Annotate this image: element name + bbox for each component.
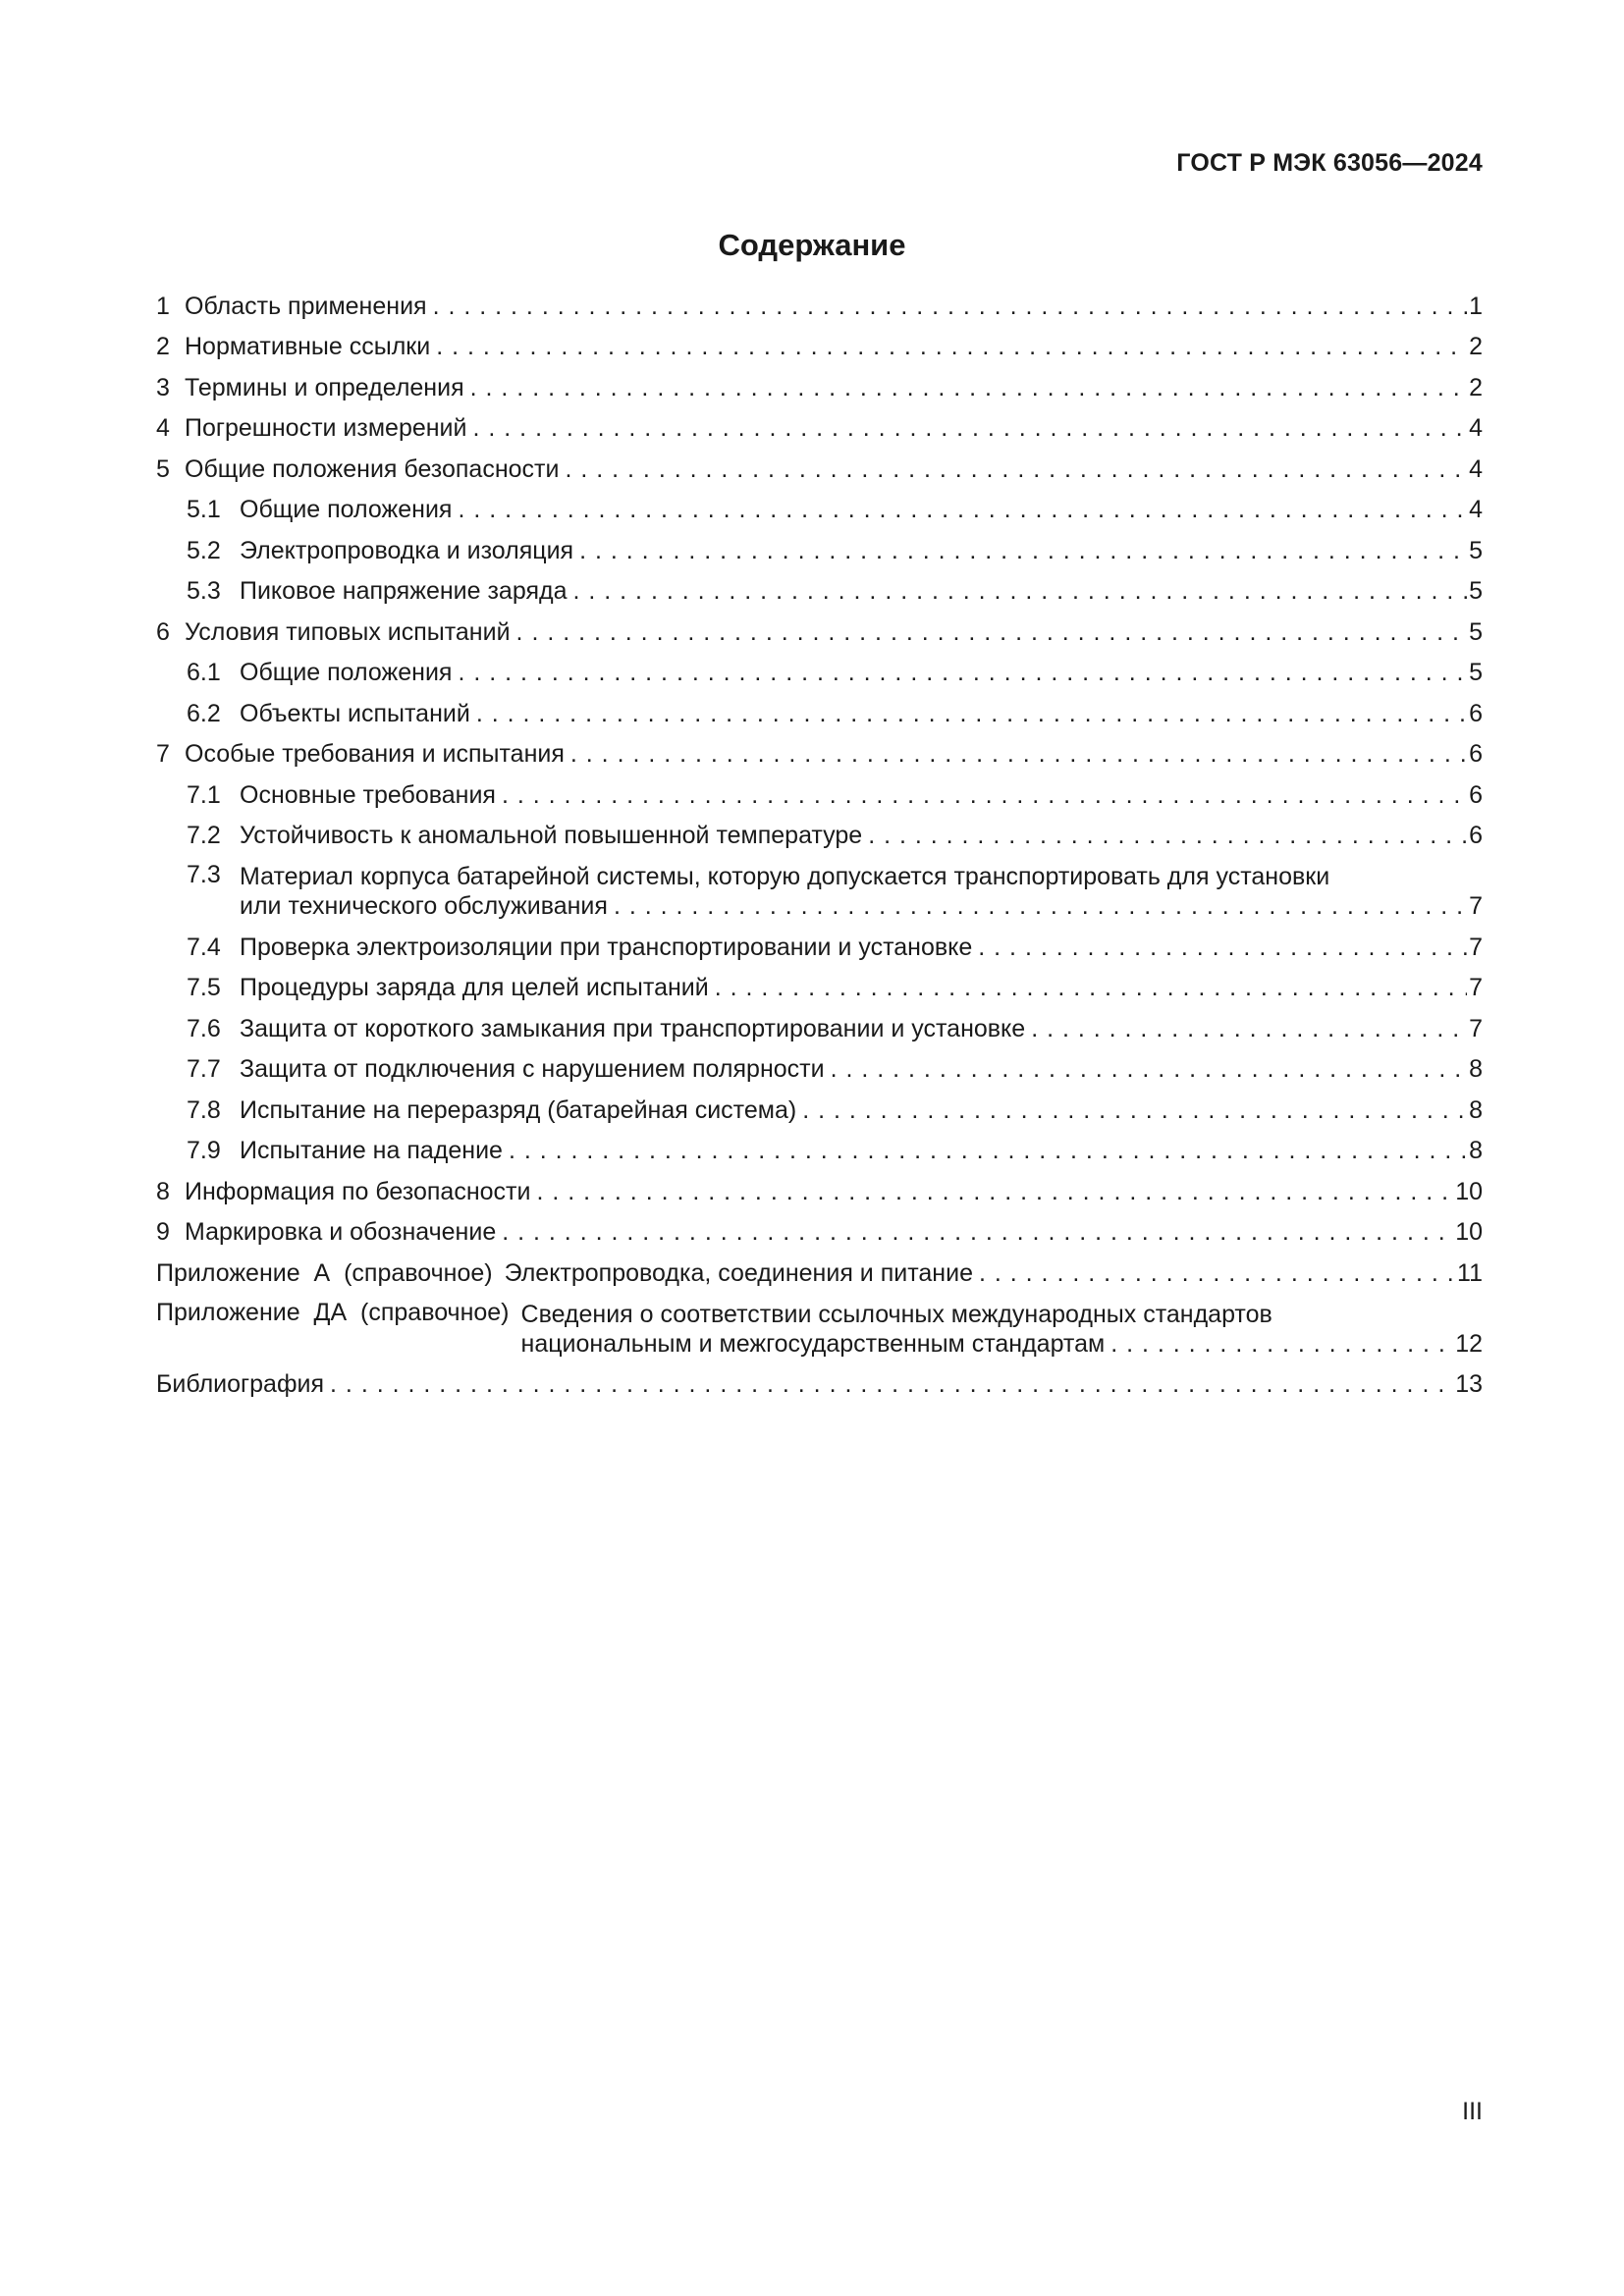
toc-entry-7[interactable] <box>156 734 1483 775</box>
dot-leader <box>324 1369 1453 1399</box>
dot-leader <box>972 933 1467 962</box>
toc-entry-7-4[interactable] <box>156 927 1483 968</box>
toc-entry-number: 7 <box>156 740 170 768</box>
toc-entry-number: 1 <box>156 292 170 320</box>
toc-entry-number: 5.2 <box>187 536 221 564</box>
toc-entry-title: Нормативные ссылки <box>185 333 431 360</box>
toc-entry-number: 6 <box>156 617 170 646</box>
toc-entry-page: 2 <box>1469 333 1483 360</box>
dot-leader <box>1105 1329 1453 1359</box>
toc-entry-title: Библиография <box>156 1370 325 1398</box>
toc-entry-page: 5 <box>1469 617 1483 646</box>
dot-leader <box>464 373 1467 402</box>
toc-entry-title: Информация по безопасности <box>185 1177 531 1205</box>
toc-entry-6-2[interactable] <box>156 693 1483 734</box>
toc-entry-title: Общие положения <box>240 659 453 686</box>
toc-entry-number: 7.6 <box>187 1014 221 1042</box>
toc-entry-title: Проверка электроизоляции при транспортировании и установке <box>240 933 973 961</box>
toc-entry-title-line1: Сведения о соответствии ссылочных международных стандартов <box>520 1300 1272 1328</box>
toc-entry-7-9[interactable] <box>156 1131 1483 1172</box>
toc-entry-6-1[interactable] <box>156 653 1483 694</box>
toc-entry-title: Область применения <box>185 292 427 320</box>
table-of-contents <box>156 286 1483 1405</box>
dot-leader <box>559 454 1467 484</box>
dot-leader <box>567 576 1467 606</box>
page-number: III <box>1462 2098 1483 2125</box>
toc-entry-title: Устойчивость к аномальной повышенной температуре <box>240 822 863 849</box>
toc-entry-title: Защита от подключения с нарушением полярности <box>240 1055 825 1083</box>
dot-leader <box>452 658 1467 687</box>
toc-entry-page: 8 <box>1469 1055 1483 1083</box>
toc-entry-number: 5.3 <box>187 577 221 605</box>
toc-entry-title: Общие положения <box>240 496 453 523</box>
dot-leader <box>973 1258 1455 1288</box>
toc-entry-page: 6 <box>1469 822 1483 849</box>
toc-entry-number: 7.3 <box>187 861 221 888</box>
toc-entry-page: 7 <box>1469 974 1483 1001</box>
toc-entry-number: 7.7 <box>187 1055 221 1083</box>
dot-leader <box>796 1095 1467 1125</box>
toc-entry-page: 6 <box>1469 740 1483 768</box>
toc-entry-page: 8 <box>1469 1137 1483 1164</box>
document-code: ГОСТ Р МЭК 63056—2024 <box>1176 149 1483 177</box>
toc-entry-7-7[interactable] <box>156 1049 1483 1091</box>
dot-leader <box>470 699 1467 728</box>
toc-entry-bibliography[interactable] <box>156 1364 1483 1406</box>
toc-entry-title: Испытание на падение <box>240 1137 503 1164</box>
toc-entry-title: Условия типовых испытаний <box>185 617 511 646</box>
dot-leader <box>430 332 1467 361</box>
toc-entry-5-3[interactable] <box>156 571 1483 613</box>
toc-entry-7-8[interactable] <box>156 1090 1483 1131</box>
toc-entry-title: Объекты испытаний <box>240 699 470 727</box>
toc-entry-number: 6.2 <box>187 699 221 727</box>
toc-entry-number: 8 <box>156 1177 170 1205</box>
toc-entry-number: 6.1 <box>187 659 221 686</box>
toc-entry-appendix-da[interactable] <box>156 1294 1483 1364</box>
toc-entry-title-line2: национальным и межгосударственным стандартам <box>520 1329 1106 1358</box>
toc-entry-title: Термины и определения <box>185 373 464 401</box>
toc-entry-number: 5.1 <box>187 496 221 523</box>
toc-entry-page: 10 <box>1455 1218 1483 1246</box>
toc-entry-title: Электропроводка, соединения и питание <box>504 1258 973 1287</box>
toc-entry-title: Общие положения безопасности <box>185 454 560 483</box>
toc-entry-number: 7.8 <box>187 1095 221 1124</box>
toc-entry-title: Маркировка и обозначение <box>185 1218 497 1246</box>
toc-entry-page: 4 <box>1469 414 1483 442</box>
dot-leader <box>496 1217 1453 1247</box>
toc-entry-number: 3 <box>156 373 170 401</box>
toc-entry-page: 10 <box>1455 1177 1483 1205</box>
toc-entry-number: 5 <box>156 454 170 483</box>
dot-leader <box>503 1136 1467 1165</box>
toc-entry-page: 2 <box>1469 373 1483 401</box>
toc-entry-title-line1: Материал корпуса батарейной системы, которую допускается транспортировать для установки <box>240 863 1330 890</box>
toc-entry-title: Особые требования и испытания <box>185 740 565 768</box>
toc-entry-7-6[interactable] <box>156 1008 1483 1049</box>
toc-entry-page: 12 <box>1455 1329 1483 1358</box>
toc-entry-6[interactable] <box>156 612 1483 653</box>
toc-entry-5-2[interactable] <box>156 530 1483 571</box>
toc-entry-2[interactable] <box>156 327 1483 368</box>
dot-leader <box>427 292 1468 321</box>
toc-entry-number: 7.2 <box>187 822 221 849</box>
toc-entry-page: 5 <box>1469 659 1483 686</box>
toc-entry-page: 7 <box>1469 933 1483 961</box>
toc-appendix-label: Приложение А (справочное) <box>156 1258 493 1287</box>
toc-entry-title: Процедуры заряда для целей испытаний <box>240 974 709 1001</box>
dot-leader <box>452 495 1467 524</box>
toc-entry-title: Основные требования <box>240 780 496 809</box>
toc-entry-number: 7.4 <box>187 933 221 961</box>
toc-entry-7-2[interactable] <box>156 816 1483 857</box>
toc-entry-number: 7.9 <box>187 1137 221 1164</box>
toc-entry-title: Защита от короткого замыкания при транспортировании и установке <box>240 1014 1026 1042</box>
toc-entry-3[interactable] <box>156 367 1483 408</box>
dot-leader <box>1025 1014 1467 1043</box>
toc-entry-7-1[interactable] <box>156 774 1483 816</box>
toc-entry-5-1[interactable] <box>156 490 1483 531</box>
toc-entry-page: 1 <box>1469 292 1483 320</box>
toc-entry-number: 2 <box>156 333 170 360</box>
toc-entry-number: 9 <box>156 1218 170 1246</box>
dot-leader <box>825 1054 1468 1084</box>
toc-entry-title: Пиковое напряжение заряда <box>240 577 568 605</box>
toc-appendix-label: Приложение ДА (справочное) <box>156 1298 510 1326</box>
toc-entry-title-line2: или технического обслуживания <box>240 892 608 920</box>
dot-leader <box>496 780 1467 810</box>
toc-entry-page: 8 <box>1469 1095 1483 1124</box>
toc-entry-number: 7.1 <box>187 780 221 809</box>
dot-leader <box>573 536 1467 565</box>
toc-entry-title: Испытание на переразряд (батарейная система) <box>240 1095 797 1124</box>
toc-entry-page: 4 <box>1469 454 1483 483</box>
toc-entry-title: Электропроводка и изоляция <box>240 536 574 564</box>
toc-entry-appendix-a[interactable] <box>156 1253 1483 1294</box>
dot-leader <box>565 739 1467 769</box>
dot-leader <box>608 891 1467 921</box>
toc-entry-page: 6 <box>1469 699 1483 727</box>
toc-entry-8[interactable] <box>156 1171 1483 1212</box>
dot-leader <box>467 413 1468 443</box>
toc-entry-5[interactable] <box>156 449 1483 490</box>
dot-leader <box>709 973 1467 1002</box>
toc-entry-title: Погрешности измерений <box>185 414 467 442</box>
toc-entry-page: 7 <box>1469 1014 1483 1042</box>
toc-title: Содержание <box>718 228 906 262</box>
toc-entry-number: 7.5 <box>187 974 221 1001</box>
toc-entry-page: 6 <box>1469 780 1483 809</box>
toc-entry-1[interactable] <box>156 286 1483 327</box>
toc-entry-page: 4 <box>1469 496 1483 523</box>
toc-entry-page: 5 <box>1469 577 1483 605</box>
toc-entry-7-3[interactable] <box>156 856 1483 927</box>
toc-entry-number: 4 <box>156 414 170 442</box>
toc-entry-page: 13 <box>1455 1370 1483 1398</box>
dot-leader <box>530 1177 1453 1206</box>
dot-leader <box>511 617 1468 647</box>
dot-leader <box>862 821 1467 850</box>
toc-entry-page: 5 <box>1469 536 1483 564</box>
toc-entry-page: 11 <box>1457 1258 1483 1287</box>
toc-entry-page: 7 <box>1469 892 1483 920</box>
toc-entry-9[interactable] <box>156 1212 1483 1254</box>
toc-entry-4[interactable] <box>156 408 1483 450</box>
toc-entry-7-5[interactable] <box>156 968 1483 1009</box>
